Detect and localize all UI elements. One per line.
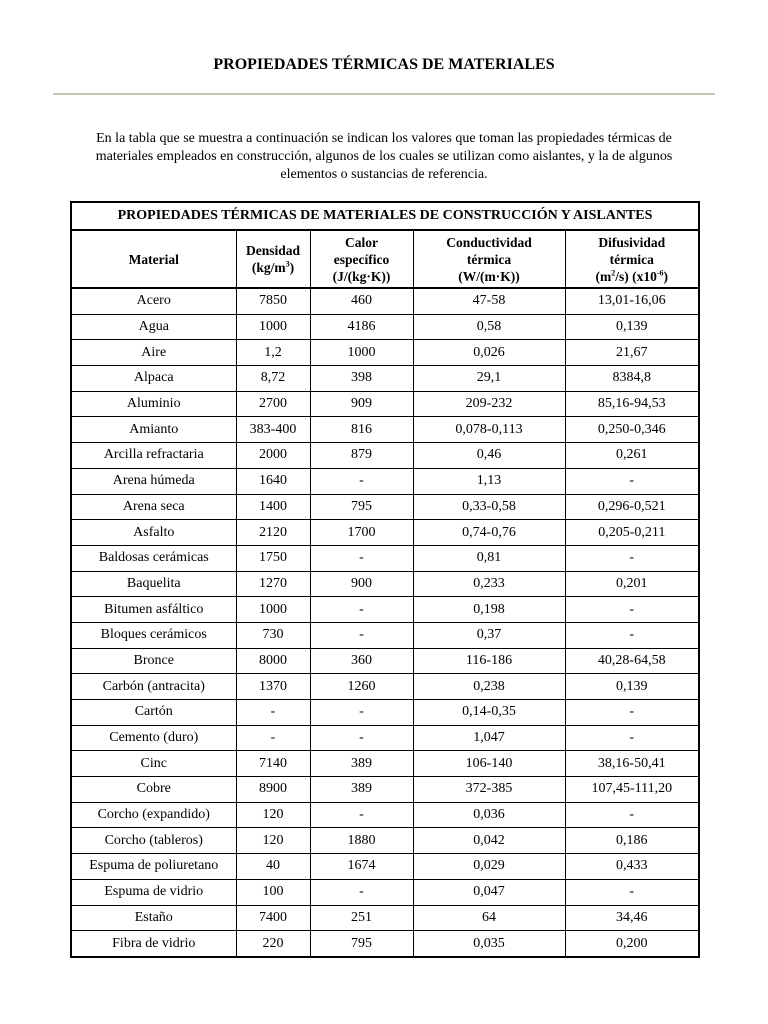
- cell-density: 120: [236, 802, 310, 828]
- cell-diffusivity: 38,16-50,41: [565, 751, 699, 777]
- cell-specific-heat: 251: [310, 905, 413, 931]
- cell-density: 730: [236, 622, 310, 648]
- cell-material: Fibra de vidrio: [71, 931, 236, 957]
- cell-diffusivity: -: [565, 468, 699, 494]
- cell-specific-heat: 460: [310, 288, 413, 314]
- cell-conductivity: 106-140: [413, 751, 565, 777]
- table-row: [71, 879, 699, 905]
- intro-paragraph: En la tabla que se muestra a continuación se indican los valores que toman las propiedades térmicas de materiales empleados en construcción, algunos de los cuales se utilizan como aislantes, y la de algunos elementos o sustancias de referencia.: [95, 131, 673, 182]
- cell-density: -: [236, 725, 310, 751]
- cell-specific-heat: 398: [310, 366, 413, 392]
- page-title: PROPIEDADES TÉRMICAS DE MATERIALES: [213, 56, 555, 73]
- cell-density: 1750: [236, 545, 310, 571]
- cell-material: Cartón: [71, 700, 236, 726]
- cell-conductivity: 0,036: [413, 802, 565, 828]
- cell-diffusivity: 21,67: [565, 340, 699, 366]
- cell-specific-heat: 4186: [310, 314, 413, 340]
- cell-conductivity: 64: [413, 905, 565, 931]
- cell-specific-heat: -: [310, 622, 413, 648]
- cell-conductivity: 0,37: [413, 622, 565, 648]
- cell-specific-heat: -: [310, 802, 413, 828]
- cell-specific-heat: -: [310, 545, 413, 571]
- cell-material: Bloques cerámicos: [71, 622, 236, 648]
- table-row: [71, 700, 699, 726]
- cell-conductivity: 0,81: [413, 545, 565, 571]
- cell-diffusivity: 0,186: [565, 828, 699, 854]
- cell-diffusivity: 0,250-0,346: [565, 417, 699, 443]
- table-row: [71, 931, 699, 957]
- cell-specific-heat: 795: [310, 494, 413, 520]
- table-row: [71, 905, 699, 931]
- cell-material: Baquelita: [71, 571, 236, 597]
- cell-diffusivity: 0,200: [565, 931, 699, 957]
- cell-conductivity: 0,238: [413, 674, 565, 700]
- thermal-properties-table: [70, 201, 700, 958]
- cell-conductivity: 0,198: [413, 597, 565, 623]
- table-row: [71, 340, 699, 366]
- cell-diffusivity: -: [565, 545, 699, 571]
- cell-density: 2120: [236, 520, 310, 546]
- cell-conductivity: 0,14-0,35: [413, 700, 565, 726]
- cell-material: Bronce: [71, 648, 236, 674]
- cell-density: 40: [236, 854, 310, 880]
- table-row: [71, 417, 699, 443]
- cell-density: 1000: [236, 314, 310, 340]
- cell-specific-heat: 389: [310, 777, 413, 803]
- cell-material: Agua: [71, 314, 236, 340]
- cell-density: 1640: [236, 468, 310, 494]
- cell-diffusivity: 0,261: [565, 443, 699, 469]
- cell-density: 1270: [236, 571, 310, 597]
- cell-conductivity: 1,047: [413, 725, 565, 751]
- cell-conductivity: 0,58: [413, 314, 565, 340]
- cell-specific-heat: 1700: [310, 520, 413, 546]
- cell-density: 220: [236, 931, 310, 957]
- cell-density: -: [236, 700, 310, 726]
- cell-specific-heat: -: [310, 725, 413, 751]
- cell-density: 2000: [236, 443, 310, 469]
- cell-density: 7850: [236, 288, 310, 314]
- cell-density: 1,2: [236, 340, 310, 366]
- table-row: [71, 854, 699, 880]
- header-diffusivity: Difusividad térmica $(m^2/s)$ $(x10^{-6})$: [565, 230, 699, 288]
- table-row: [71, 520, 699, 546]
- cell-diffusivity: 107,45-111,20: [565, 777, 699, 803]
- cell-density: 8900: [236, 777, 310, 803]
- cell-diffusivity: -: [565, 725, 699, 751]
- cell-material: Corcho (expandido): [71, 802, 236, 828]
- table-row: [71, 314, 699, 340]
- cell-diffusivity: 0,433: [565, 854, 699, 880]
- cell-conductivity: 0,029: [413, 854, 565, 880]
- header-density: Densidad $(kg/m^3)$: [236, 230, 310, 288]
- header-specific-heat: Calor específico (J/(kg·K)): [310, 230, 413, 288]
- cell-diffusivity: 0,201: [565, 571, 699, 597]
- table-row: [71, 828, 699, 854]
- cell-density: 8000: [236, 648, 310, 674]
- cell-material: Corcho (tableros): [71, 828, 236, 854]
- cell-conductivity: 209-232: [413, 391, 565, 417]
- cell-material: Arena húmeda: [71, 468, 236, 494]
- cell-material: Espuma de poliuretano: [71, 854, 236, 880]
- cell-density: 8,72: [236, 366, 310, 392]
- table-row: [71, 622, 699, 648]
- cell-specific-heat: 389: [310, 751, 413, 777]
- cell-conductivity: 0,33-0,58: [413, 494, 565, 520]
- cell-specific-heat: 900: [310, 571, 413, 597]
- cell-conductivity: 0,047: [413, 879, 565, 905]
- title-divider: [53, 93, 715, 95]
- cell-diffusivity: -: [565, 879, 699, 905]
- cell-conductivity: 0,233: [413, 571, 565, 597]
- cell-material: Cemento (duro): [71, 725, 236, 751]
- table-row: [71, 443, 699, 469]
- cell-specific-heat: -: [310, 597, 413, 623]
- cell-density: 100: [236, 879, 310, 905]
- cell-specific-heat: 795: [310, 931, 413, 957]
- cell-diffusivity: 0,296-0,521: [565, 494, 699, 520]
- cell-conductivity: 116-186: [413, 648, 565, 674]
- table-row: [71, 597, 699, 623]
- cell-specific-heat: 1674: [310, 854, 413, 880]
- cell-specific-heat: 909: [310, 391, 413, 417]
- cell-density: 383-400: [236, 417, 310, 443]
- cell-material: Acero: [71, 288, 236, 314]
- table-row: [71, 366, 699, 392]
- cell-specific-heat: 360: [310, 648, 413, 674]
- cell-material: Cinc: [71, 751, 236, 777]
- table-row: [71, 545, 699, 571]
- cell-material: Amianto: [71, 417, 236, 443]
- cell-specific-heat: 1260: [310, 674, 413, 700]
- table-row: [71, 802, 699, 828]
- cell-material: Arcilla refractaria: [71, 443, 236, 469]
- header-material: Material: [71, 230, 236, 288]
- table-caption: PROPIEDADES TÉRMICAS DE MATERIALES DE CONSTRUCCIÓN Y AISLANTES: [71, 202, 699, 230]
- cell-material: Bitumen asfáltico: [71, 597, 236, 623]
- cell-diffusivity: 40,28-64,58: [565, 648, 699, 674]
- cell-specific-heat: 816: [310, 417, 413, 443]
- cell-diffusivity: -: [565, 597, 699, 623]
- cell-conductivity: 0,026: [413, 340, 565, 366]
- table-row: [71, 674, 699, 700]
- table-row: [71, 777, 699, 803]
- cell-specific-heat: 1880: [310, 828, 413, 854]
- cell-conductivity: 0,74-0,76: [413, 520, 565, 546]
- cell-diffusivity: 0,139: [565, 674, 699, 700]
- table-row: [71, 751, 699, 777]
- cell-conductivity: 0,46: [413, 443, 565, 469]
- cell-material: Alpaca: [71, 366, 236, 392]
- cell-specific-heat: -: [310, 468, 413, 494]
- cell-specific-heat: -: [310, 700, 413, 726]
- cell-diffusivity: 34,46: [565, 905, 699, 931]
- table-row: [71, 288, 699, 314]
- table-body: [71, 288, 699, 957]
- cell-density: 1370: [236, 674, 310, 700]
- cell-diffusivity: 85,16-94,53: [565, 391, 699, 417]
- cell-material: Asfalto: [71, 520, 236, 546]
- table-row: [71, 571, 699, 597]
- cell-density: 7400: [236, 905, 310, 931]
- cell-density: 7140: [236, 751, 310, 777]
- cell-conductivity: 47-58: [413, 288, 565, 314]
- cell-diffusivity: -: [565, 622, 699, 648]
- cell-material: Aluminio: [71, 391, 236, 417]
- cell-density: 1400: [236, 494, 310, 520]
- cell-conductivity: 0,078-0,113: [413, 417, 565, 443]
- cell-specific-heat: -: [310, 879, 413, 905]
- cell-material: Arena seca: [71, 494, 236, 520]
- cell-material: Estaño: [71, 905, 236, 931]
- header-conductivity: Conductividad térmica (W/(m·K)): [413, 230, 565, 288]
- cell-diffusivity: -: [565, 700, 699, 726]
- cell-density: 120: [236, 828, 310, 854]
- cell-conductivity: 29,1: [413, 366, 565, 392]
- cell-material: Carbón (antracita): [71, 674, 236, 700]
- cell-material: Aire: [71, 340, 236, 366]
- table-row: [71, 391, 699, 417]
- cell-diffusivity: 13,01-16,06: [565, 288, 699, 314]
- cell-specific-heat: 879: [310, 443, 413, 469]
- cell-density: 2700: [236, 391, 310, 417]
- cell-diffusivity: -: [565, 802, 699, 828]
- cell-conductivity: 372-385: [413, 777, 565, 803]
- cell-material: Espuma de vidrio: [71, 879, 236, 905]
- cell-conductivity: 0,035: [413, 931, 565, 957]
- table-row: [71, 648, 699, 674]
- cell-conductivity: 1,13: [413, 468, 565, 494]
- cell-material: Cobre: [71, 777, 236, 803]
- cell-diffusivity: 8384,8: [565, 366, 699, 392]
- cell-specific-heat: 1000: [310, 340, 413, 366]
- cell-diffusivity: 0,205-0,211: [565, 520, 699, 546]
- cell-material: Baldosas cerámicas: [71, 545, 236, 571]
- table-row: [71, 468, 699, 494]
- cell-diffusivity: 0,139: [565, 314, 699, 340]
- cell-conductivity: 0,042: [413, 828, 565, 854]
- cell-density: 1000: [236, 597, 310, 623]
- table-row: [71, 494, 699, 520]
- table-row: [71, 725, 699, 751]
